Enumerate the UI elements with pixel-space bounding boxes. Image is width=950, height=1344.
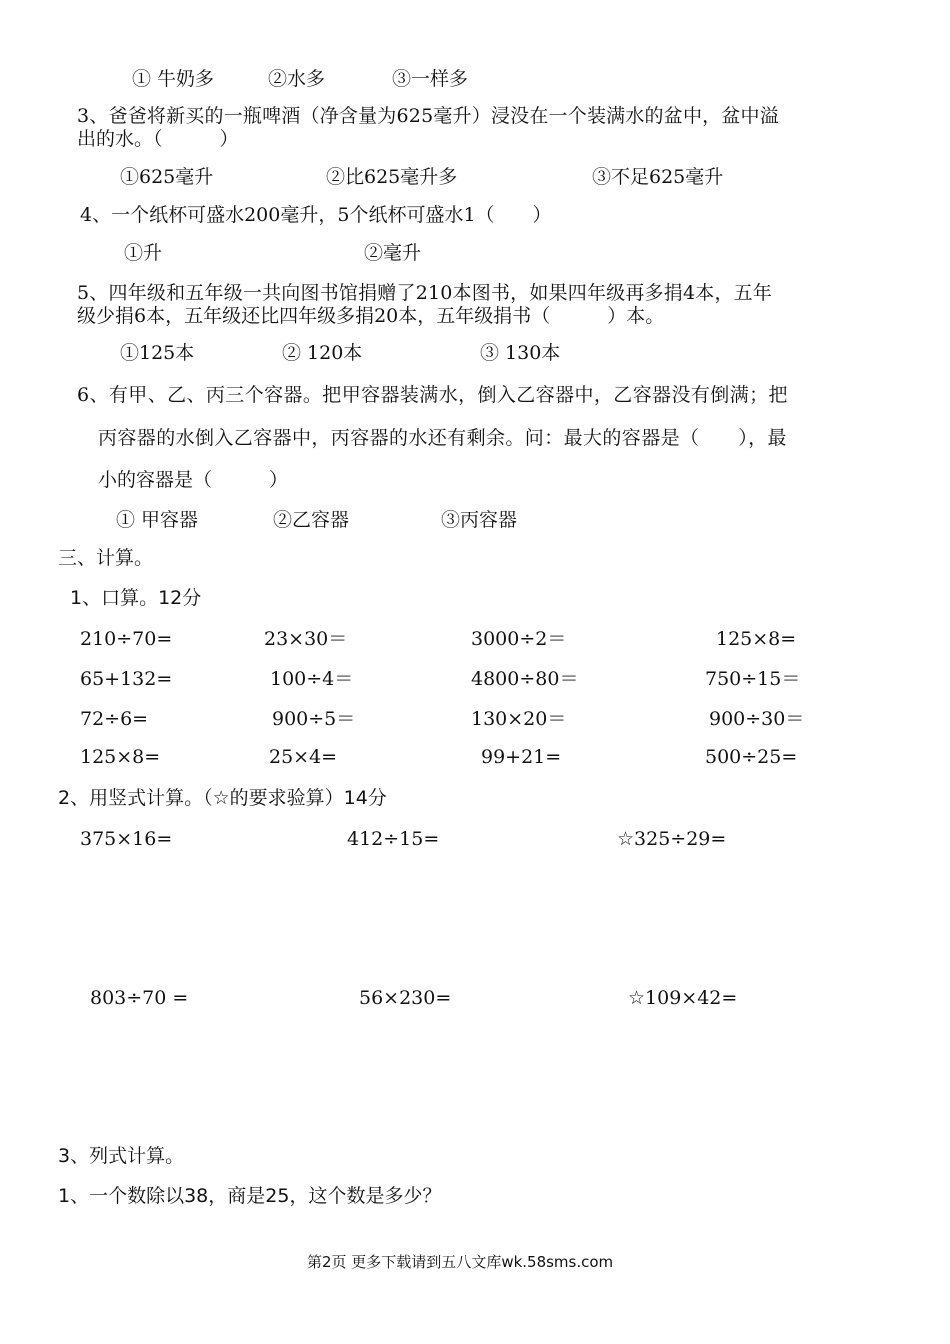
oral-item: 23×30＝ <box>264 628 348 650</box>
oral-item: 900÷5＝ <box>272 708 356 730</box>
q4-option-1: ①升 <box>124 242 163 264</box>
vertical-calc-title: 2、用竖式计算。（☆的要求验算）14分 <box>58 787 387 809</box>
q4-text: 4、一个纸杯可盛水200毫升，5个纸杯可盛水1（ ） <box>80 204 552 226</box>
vertical-item: 375×16= <box>80 828 173 850</box>
q3-text-line2: 出的水。（ ） <box>77 128 239 150</box>
oral-item: 3000÷2＝ <box>471 628 567 650</box>
oral-item: 125×8= <box>716 628 797 650</box>
q2-option-3: ③一样多 <box>392 68 469 90</box>
formula-question-1: 1、一个数除以38，商是25，这个数是多少？ <box>58 1185 442 1207</box>
page-footer: 第2页 更多下载请到五八文库wk.58sms.com <box>307 1253 614 1271</box>
q6-option-3: ③丙容器 <box>441 509 518 531</box>
oral-item: 210÷70= <box>80 628 173 650</box>
q6-text-line3: 小的容器是（ ） <box>98 469 289 491</box>
oral-item: 125×8= <box>80 746 161 768</box>
oral-item: 750÷15＝ <box>705 668 801 690</box>
q6-option-1: ① 甲容器 <box>116 509 199 531</box>
oral-item: 72÷6= <box>80 708 149 730</box>
oral-item: 65+132= <box>80 668 173 690</box>
q6-text-line2: 丙容器的水倒入乙容器中，丙容器的水还有剩余。问：最大的容器是（ ），最 <box>98 427 787 449</box>
q5-text-line2: 级少捐6本，五年级还比四年级多捐20本，五年级捐书（ ）本。 <box>77 305 665 327</box>
q5-option-2: ② 120本 <box>282 342 363 364</box>
oral-item: 130×20＝ <box>471 708 567 730</box>
q3-option-1: ①625毫升 <box>120 166 214 188</box>
oral-item: 25×4= <box>269 746 338 768</box>
oral-item: 4800÷80＝ <box>471 668 579 690</box>
oral-calc-title: 1、口算。12分 <box>70 587 202 609</box>
oral-item: 99+21= <box>481 746 562 768</box>
q5-text-line1: 5、四年级和五年级一共向图书馆捐赠了210本图书，如果四年级再多捐4本，五年 <box>77 282 773 304</box>
q4-option-2: ②毫升 <box>364 242 422 264</box>
q6-text-line1: 6、有甲、乙、丙三个容器。把甲容器装满水，倒入乙容器中，乙容器没有倒满；把 <box>77 384 788 406</box>
vertical-item: ☆325÷29= <box>617 828 727 850</box>
oral-item: 500÷25= <box>705 746 798 768</box>
formula-calc-title: 3、列式计算。 <box>58 1145 185 1167</box>
q5-option-3: ③ 130本 <box>480 342 561 364</box>
vertical-item: 56×230= <box>359 987 452 1009</box>
vertical-item: 412÷15= <box>347 828 440 850</box>
oral-item: 100÷4＝ <box>270 668 354 690</box>
q3-option-3: ③不足625毫升 <box>592 166 724 188</box>
vertical-item: 803÷70 = <box>90 987 189 1009</box>
q3-option-2: ②比625毫升多 <box>326 166 458 188</box>
q2-option-2: ②水多 <box>268 68 326 90</box>
q6-option-2: ②乙容器 <box>273 509 350 531</box>
section-3-title: 三、计算。 <box>58 547 154 569</box>
vertical-item: ☆109×42= <box>628 987 738 1009</box>
q2-option-1: ① 牛奶多 <box>132 68 215 90</box>
q3-text-line1: 3、爸爸将新买的一瓶啤酒（净含量为625毫升）浸没在一个装满水的盆中，盆中溢 <box>77 105 779 127</box>
oral-item: 900÷30＝ <box>709 708 805 730</box>
q5-option-1: ①125本 <box>120 342 195 364</box>
